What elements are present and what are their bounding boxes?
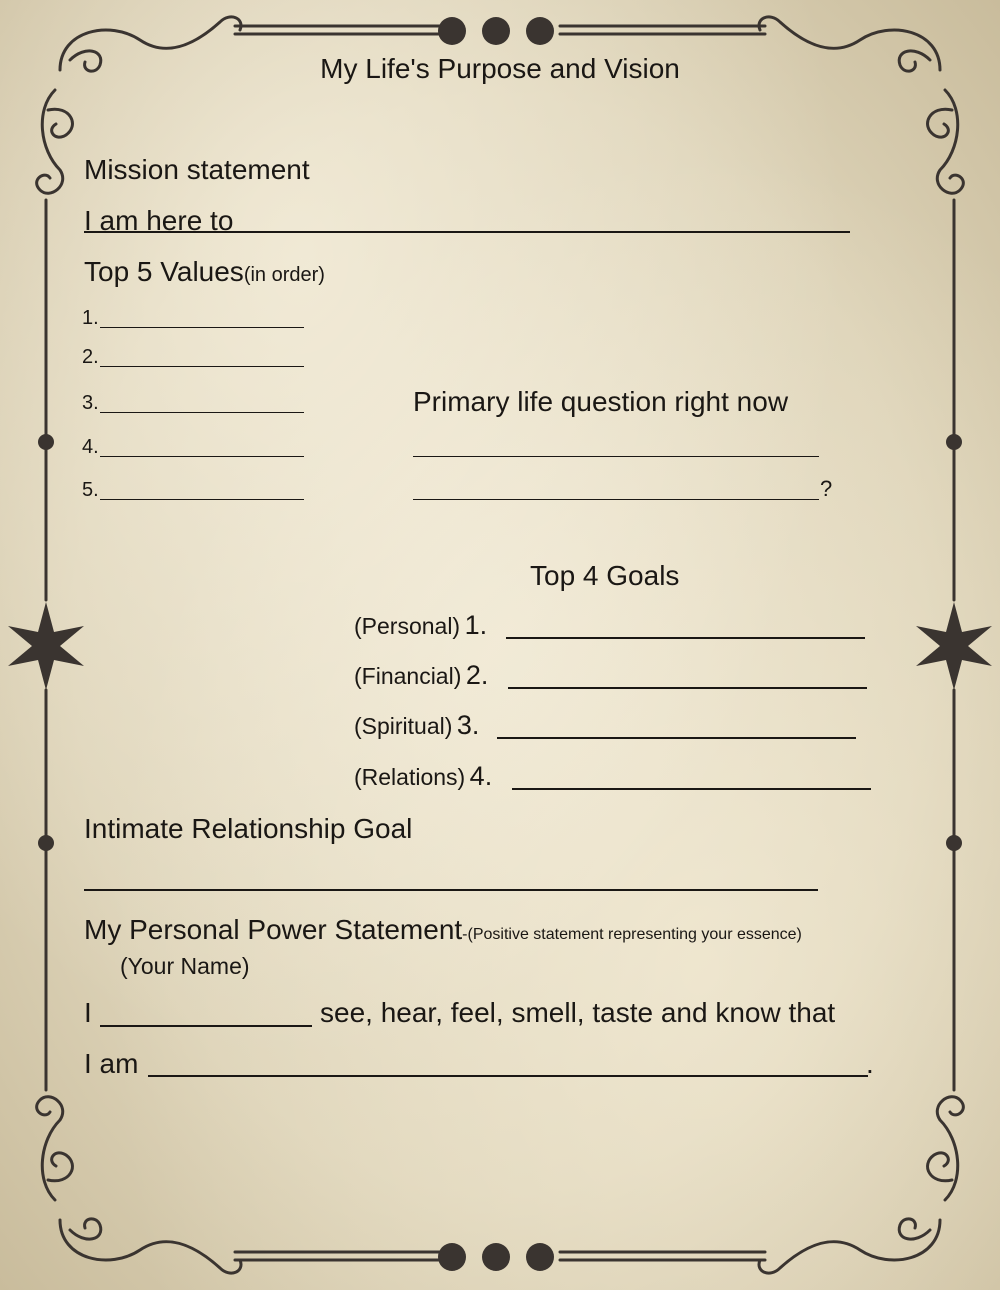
values-heading	[84, 258, 325, 286]
mission-answer-line[interactable]	[84, 231, 850, 233]
power-line1-start: I	[84, 997, 92, 1028]
values-note: (in order)	[243, 264, 325, 286]
value-line-1[interactable]	[100, 327, 304, 328]
value-number-3: 3.	[82, 392, 99, 414]
value-number-1: 1.	[82, 307, 99, 329]
question-line-1[interactable]	[413, 456, 819, 457]
power-heading-row	[84, 916, 802, 944]
value-number-4: 4.	[82, 436, 99, 458]
page-title: My Life's Purpose and Vision	[320, 53, 680, 84]
goal-category: (Spiritual)	[354, 713, 453, 739]
goal-number: 2.	[465, 660, 489, 690]
question-heading: Primary life question right now	[413, 386, 789, 417]
value-number-5: 5.	[82, 479, 99, 501]
goal-number: 3.	[456, 710, 480, 740]
goal-row-personal	[354, 612, 487, 639]
power-heading: My Personal Power Statement	[84, 914, 463, 945]
goal-number: 4.	[469, 761, 493, 791]
relationship-heading: Intimate Relationship Goal	[84, 813, 413, 844]
value-number-2: 2.	[82, 346, 99, 368]
power-line2-start: I am	[84, 1048, 139, 1079]
value-line-3[interactable]	[100, 412, 304, 413]
goal-category: (Personal)	[354, 613, 461, 639]
power-line2-end: .	[866, 1048, 874, 1079]
goal-line-personal[interactable]	[506, 637, 865, 639]
goal-category: (Financial)	[354, 663, 462, 689]
power-statement-line[interactable]	[148, 1075, 868, 1077]
goal-line-relations[interactable]	[512, 788, 871, 790]
power-note: -(Positive statement representing your essence)	[462, 926, 802, 943]
question-line-2[interactable]	[413, 499, 819, 500]
question-mark: ?	[820, 476, 833, 501]
values-heading-text: Top 5 Values	[84, 256, 244, 287]
goal-row-spiritual	[354, 712, 479, 739]
goal-row-relations	[354, 763, 492, 790]
mission-prefix: I am here to	[84, 205, 234, 236]
power-line1-end: see, hear, feel, smell, taste and know that	[320, 997, 836, 1028]
value-line-4[interactable]	[100, 456, 304, 457]
mission-heading: Mission statement	[84, 154, 310, 185]
relationship-answer-line[interactable]	[84, 889, 818, 891]
goal-number: 1.	[464, 610, 488, 640]
power-name-line[interactable]	[100, 1025, 312, 1027]
goals-heading: Top 4 Goals	[530, 560, 680, 591]
value-line-5[interactable]	[100, 499, 304, 500]
power-name-hint: (Your Name)	[120, 953, 250, 979]
goal-category: (Relations)	[354, 764, 466, 790]
goal-line-financial[interactable]	[508, 687, 867, 689]
goal-row-financial	[354, 662, 488, 689]
goal-line-spiritual[interactable]	[497, 737, 856, 739]
value-line-2[interactable]	[100, 366, 304, 367]
